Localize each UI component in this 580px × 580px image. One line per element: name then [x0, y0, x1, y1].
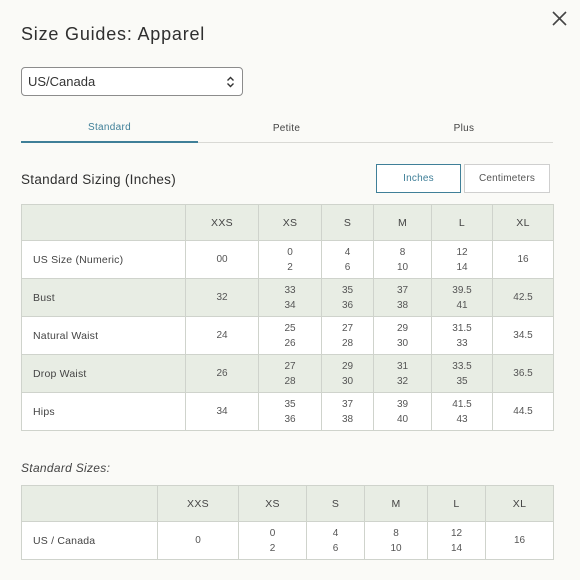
cell-value: 24	[216, 330, 228, 341]
cell-value: 31.5	[452, 322, 472, 334]
table-cell	[432, 317, 493, 355]
cell-value: 33.5	[452, 360, 472, 372]
table-cell	[365, 522, 428, 560]
cell-value: 4	[344, 246, 351, 258]
cell-value: 37	[341, 398, 354, 410]
table-cell	[322, 317, 374, 355]
table-cell	[259, 393, 322, 431]
tab-standard[interactable]: Standard	[21, 114, 198, 143]
cell-value: 42.5	[513, 292, 533, 303]
cell-value: 28	[341, 337, 354, 349]
column-header: M	[374, 205, 432, 241]
cell-value: 40	[396, 413, 409, 425]
column-header: XL	[493, 205, 554, 241]
table-cell	[322, 393, 374, 431]
cell-value: 32	[216, 292, 228, 303]
cell-value: 28	[284, 375, 296, 387]
table-row	[22, 241, 554, 279]
close-icon	[548, 8, 570, 30]
cell-value: 27	[341, 322, 354, 334]
table-cell	[374, 241, 432, 279]
column-header: S	[322, 205, 374, 241]
cell-value: 30	[341, 375, 354, 387]
cell-value: 36.5	[513, 368, 533, 379]
table-cell	[322, 279, 374, 317]
cell-value: 39.5	[452, 284, 472, 296]
standard-sizes-table	[21, 485, 554, 560]
cell-value: 34.5	[513, 330, 533, 341]
table-row	[22, 279, 554, 317]
cell-value: 8	[399, 246, 406, 258]
cell-value: 0	[195, 535, 201, 546]
table-cell	[186, 279, 259, 317]
cell-value: 12	[456, 246, 468, 258]
cell-value: 34	[216, 406, 228, 417]
table-cell	[239, 522, 307, 560]
cell-value: 38	[341, 413, 354, 425]
cell-value: 35	[284, 398, 296, 410]
region-select-value: US/Canada	[28, 74, 96, 89]
cell-value: 32	[396, 375, 409, 387]
table-cell	[493, 241, 554, 279]
table-header-row	[22, 205, 554, 241]
cell-value: 31	[396, 360, 409, 372]
cell-value: 37	[396, 284, 409, 296]
cell-value: 44.5	[513, 406, 533, 417]
table-cell	[259, 241, 322, 279]
standard-sizes-note: Standard Sizes:	[21, 461, 111, 475]
inches-button[interactable]: Inches	[376, 164, 461, 193]
cell-value: 10	[390, 542, 402, 554]
column-header: S	[307, 486, 365, 522]
table-cell	[493, 355, 554, 393]
table-header-corner	[22, 205, 186, 241]
cell-value: 2	[287, 261, 293, 273]
tab-plus[interactable]: Plus	[453, 122, 475, 134]
cell-value: 27	[284, 360, 296, 372]
cell-value: 6	[344, 261, 351, 273]
table-cell	[186, 241, 259, 279]
row-label: Natural Waist	[22, 317, 186, 355]
column-header: M	[365, 486, 428, 522]
tab-petite[interactable]: Petite	[272, 122, 301, 134]
column-header: L	[428, 486, 486, 522]
table-cell	[374, 279, 432, 317]
cell-value: 29	[396, 322, 409, 334]
close-button[interactable]	[548, 8, 570, 30]
table-cell	[374, 355, 432, 393]
cell-value: 2	[269, 542, 276, 554]
size-tabs	[21, 114, 553, 143]
table-cell	[259, 355, 322, 393]
table-row	[22, 393, 554, 431]
table-cell	[259, 279, 322, 317]
table-cell	[186, 393, 259, 431]
table-cell	[186, 355, 259, 393]
cell-value: 16	[513, 535, 526, 546]
table-cell	[428, 522, 486, 560]
row-label: Bust	[22, 279, 186, 317]
table-cell	[432, 355, 493, 393]
table-cell	[432, 241, 493, 279]
row-label: US Size (Numeric)	[22, 241, 186, 279]
cell-value: 14	[456, 261, 468, 273]
cell-value: 29	[341, 360, 354, 372]
cell-value: 26	[284, 337, 296, 349]
table-cell	[493, 317, 554, 355]
table-cell	[432, 279, 493, 317]
chevron-up-down-icon	[226, 75, 235, 89]
table-header-row	[22, 486, 554, 522]
centimeters-button[interactable]: Centimeters	[464, 164, 550, 193]
cell-value: 8	[393, 527, 399, 539]
row-label: US / Canada	[22, 522, 158, 560]
column-header: XL	[486, 486, 554, 522]
cell-value: 30	[396, 337, 409, 349]
table-cell	[493, 279, 554, 317]
cell-value: 41.5	[452, 398, 472, 410]
cell-value: 10	[396, 261, 409, 273]
table-row	[22, 355, 554, 393]
cell-value: 0	[287, 246, 293, 258]
cell-value: 0	[269, 527, 276, 539]
measurements-table	[21, 204, 554, 431]
column-header: XXS	[158, 486, 239, 522]
table-cell	[432, 393, 493, 431]
table-cell	[374, 393, 432, 431]
cell-value: 25	[284, 322, 296, 334]
table-header-corner	[22, 486, 158, 522]
column-header: L	[432, 205, 493, 241]
cell-value: 33	[456, 337, 468, 349]
cell-value: 35	[341, 284, 354, 296]
table-row	[22, 317, 554, 355]
cell-value: 26	[216, 368, 228, 379]
cell-value: 36	[284, 413, 296, 425]
row-label: Drop Waist	[22, 355, 186, 393]
cell-value: 34	[284, 299, 296, 311]
table-cell	[374, 317, 432, 355]
column-header: XS	[239, 486, 307, 522]
region-select[interactable]	[21, 67, 243, 96]
cell-value: 14	[450, 542, 463, 554]
table-cell	[158, 522, 239, 560]
cell-value: 38	[396, 299, 409, 311]
column-header: XS	[259, 205, 322, 241]
cell-value: 12	[450, 527, 463, 539]
cell-value: 00	[216, 254, 228, 265]
table-cell	[186, 317, 259, 355]
cell-value: 43	[456, 413, 468, 425]
table-cell	[322, 241, 374, 279]
cell-value: 39	[396, 398, 409, 410]
section-title: Standard Sizing (Inches)	[21, 172, 177, 187]
table-row	[22, 522, 554, 560]
cell-value: 33	[284, 284, 296, 296]
table-cell	[307, 522, 365, 560]
cell-value: 16	[517, 254, 529, 265]
table-cell	[322, 355, 374, 393]
page-title: Size Guides: Apparel	[21, 24, 206, 44]
table-cell	[259, 317, 322, 355]
cell-value: 6	[332, 542, 339, 554]
cell-value: 41	[456, 299, 468, 311]
table-cell	[486, 522, 554, 560]
row-label: Hips	[22, 393, 186, 431]
table-cell	[493, 393, 554, 431]
cell-value: 36	[341, 299, 354, 311]
cell-value: 35	[456, 375, 468, 387]
column-header: XXS	[186, 205, 259, 241]
cell-value: 4	[332, 527, 339, 539]
